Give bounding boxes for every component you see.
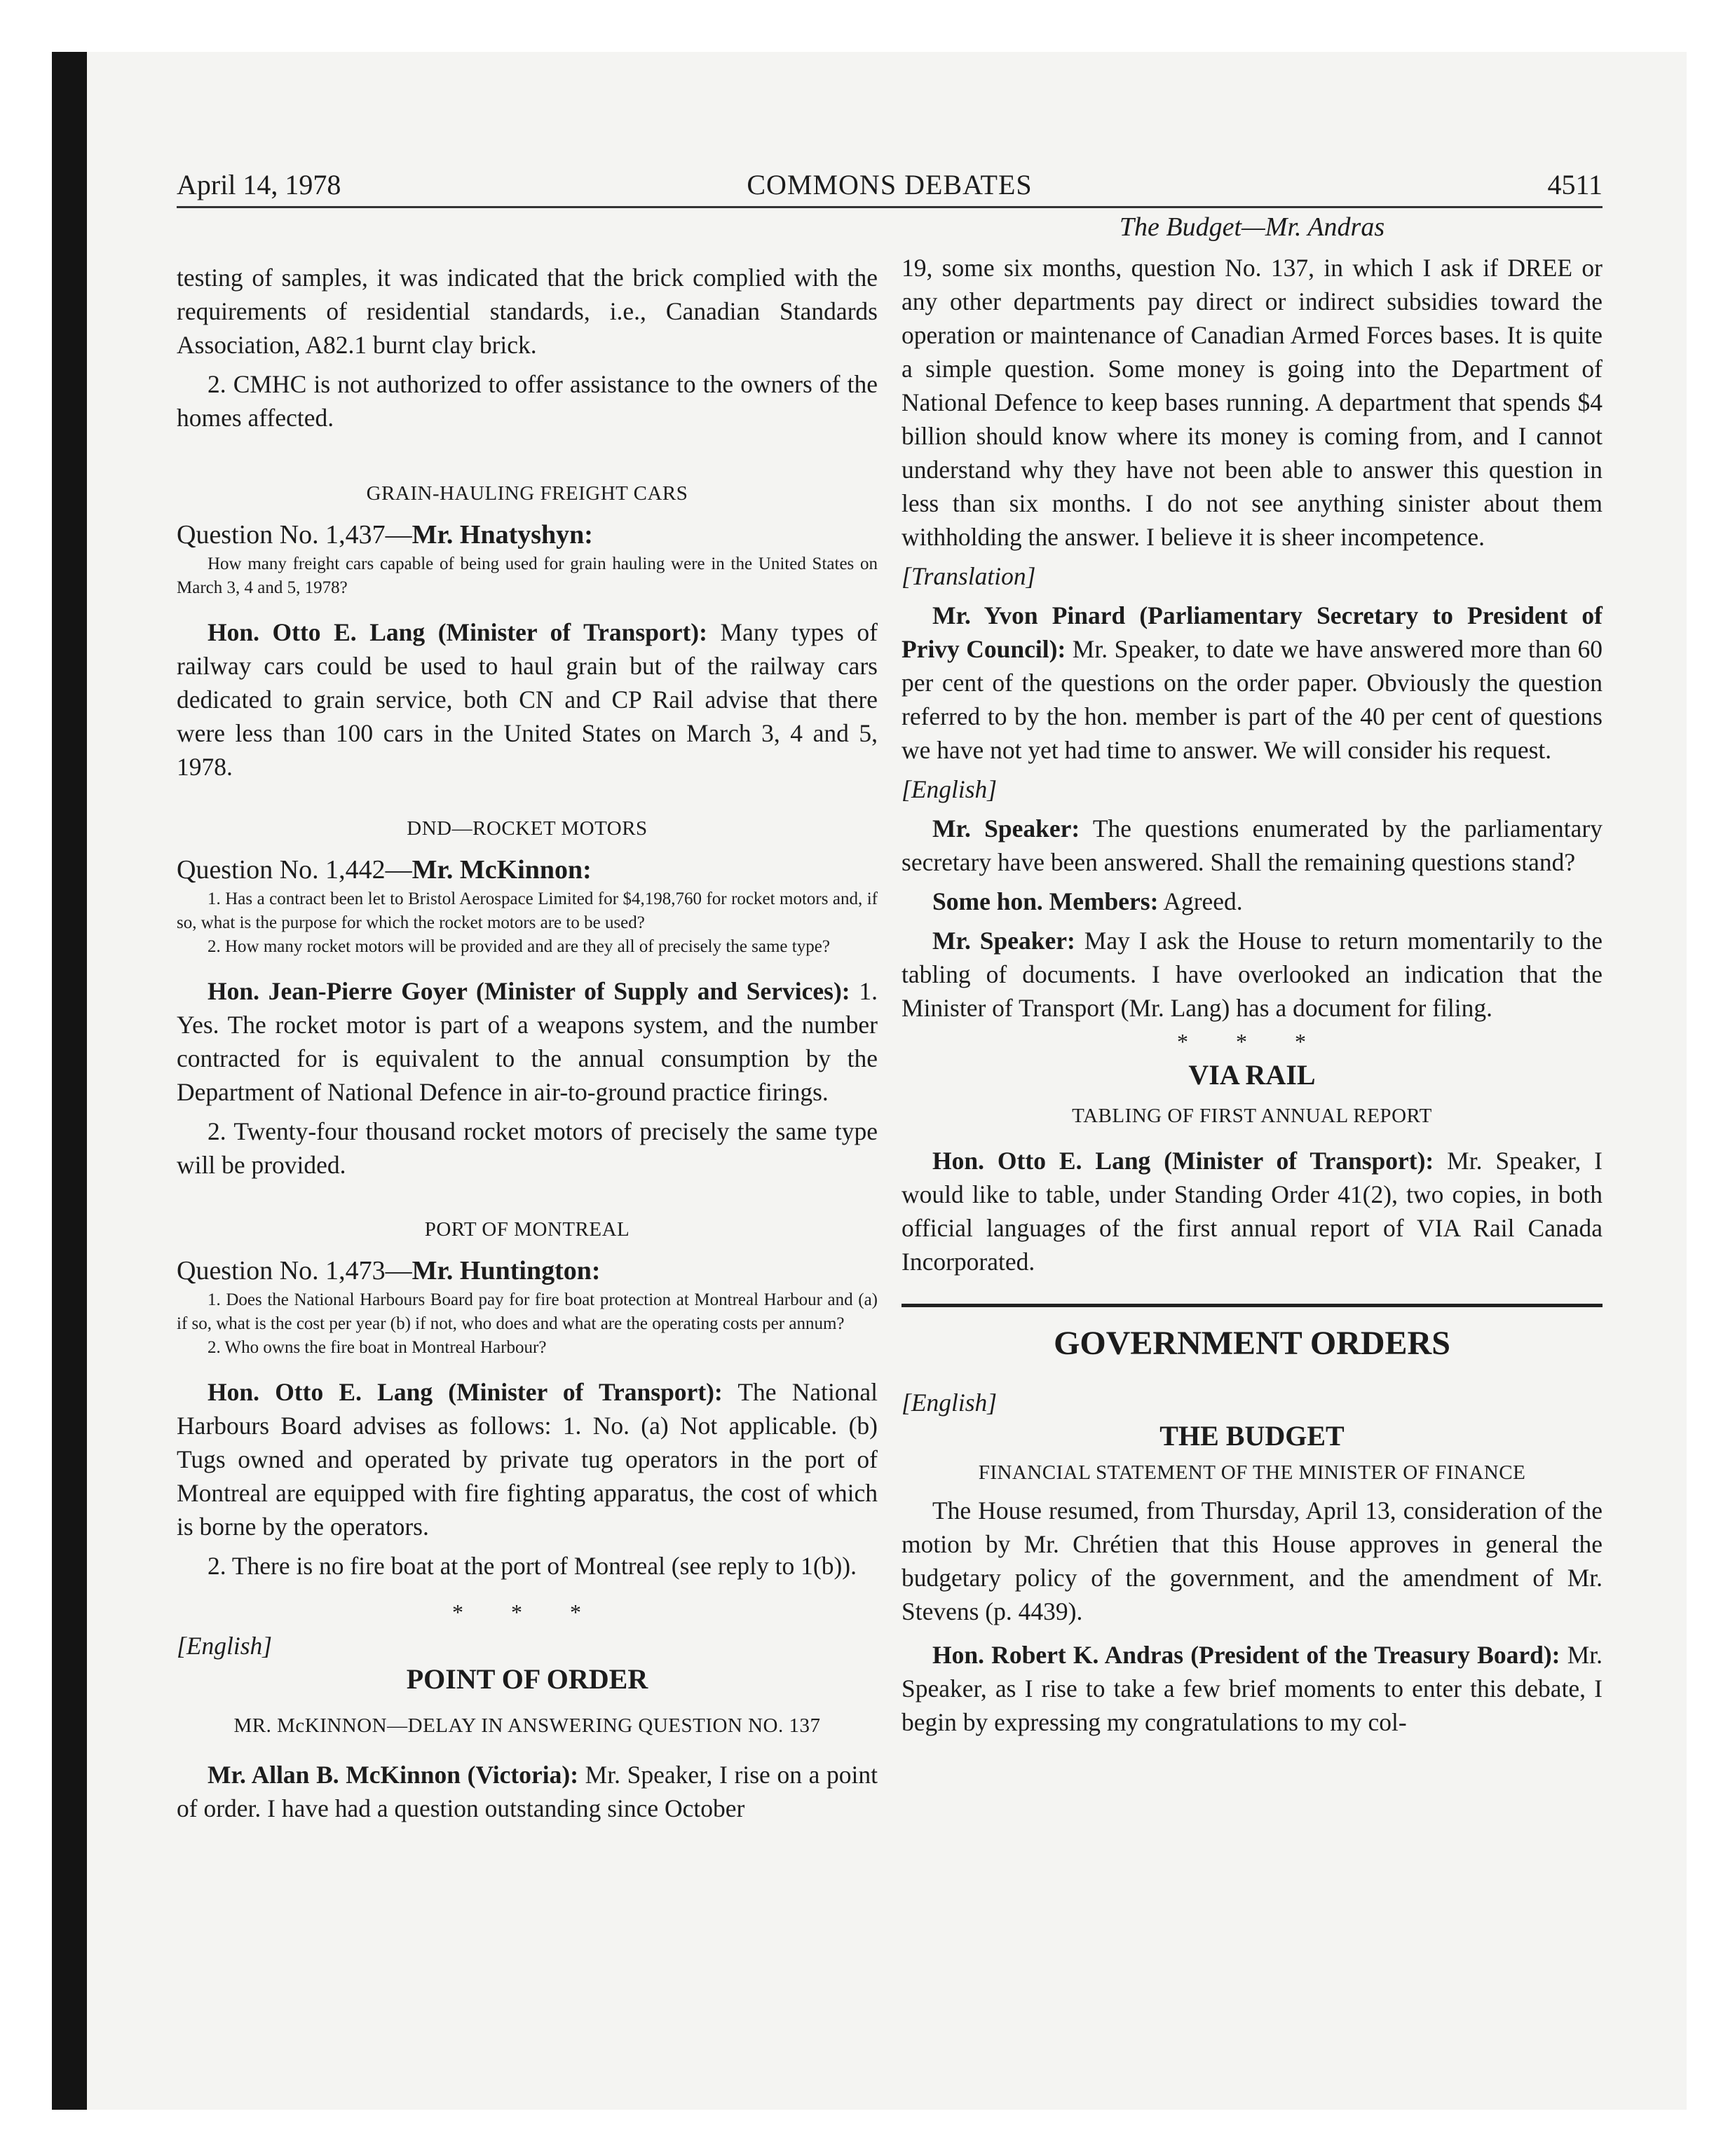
language-marker: [Translation] [901,562,1036,590]
header-title: COMMONS DEBATES [747,169,1033,200]
answer-text: 1. Yes. The rocket motor is part of a weapons system, and the number contracted for is equivalent to the annual consumption by the Department of National Defence in air-to-ground practice firings. [177,977,878,1106]
scan-binding-shadow [52,52,87,2110]
question-line [177,517,878,552]
paragraph: The House resumed, from Thursday, April 13, consideration of the motion by Mr. Chrétien that this House approves in general the budgetary policy of the government, and the amendment of Mr. Stevens (p. 4439). [901,1496,1603,1625]
answer-text: The National Harbours Board advises as follows: 1. No. (a) Not applicable. (b) Tugs owned and operated by private tug operators in the port of Montreal are equipped with fire fighting apparatus, the cost of which is borne by the operators. [177,1378,878,1541]
speech-paragraph [901,885,1603,918]
speaker-name: Hon. Robert K. Andras (President of the Treasury Board): [932,1641,1560,1669]
speech-paragraph [901,1638,1603,1739]
paragraph: 2. CMHC is not authorized to offer assistance to the owners of the homes affected. [177,370,878,432]
answer-paragraph [177,615,878,784]
question-line [177,852,878,887]
language-marker: [English] [901,775,998,803]
questioner-name: Mr. Huntington: [411,1256,601,1285]
speech-text: Mr. Speaker, I rise on a point of order. I have had a question outstanding since October [177,1761,878,1822]
speech-text: Mr. Speaker, to date we have answered more than 60 per cent of the questions on the order paper. Obviously the question referred to by the hon. member is part of the 40 per cent of questions we have not yet had time to answer. We will consider his request. [901,635,1603,764]
section-heading: PORT OF MONTREAL [424,1218,630,1241]
subsection-heading: MR. McKINNON—DELAY IN ANSWERING QUESTION NO. 137 [233,1714,821,1737]
question-text: 1. Does the National Harbours Board pay for fire boat protection at Montreal Harbour and (a) if so, what is the cost per year (b) if not, who does and what are the operating costs per annum? [177,1290,878,1333]
speaker-name: Hon. Jean-Pierre Goyer (Minister of Supply and Services): [207,977,850,1005]
section-heading: POINT OF ORDER [406,1663,648,1695]
speech-text: Agreed. [1158,887,1243,915]
speech-text: The questions enumerated by the parliamentary secretary have been answered. Shall the remaining questions stand? [901,814,1603,876]
speech-text: Mr. Speaker, I would like to table, under Standing Order 41(2), two copies, in both official languages of the first annual report of VIA Rail Canada Incorporated. [901,1147,1603,1276]
subsection-heading: FINANCIAL STATEMENT OF THE MINISTER OF FINANCE [978,1461,1526,1484]
speaker-name: Mr. Allan B. McKinnon (Victoria): [207,1761,579,1789]
running-head [177,167,1603,208]
section-heading: DND—ROCKET MOTORS [407,817,648,840]
language-marker: [English] [177,1632,273,1660]
speech-paragraph [901,1144,1603,1278]
questioner-name: Mr. Hnatyshyn: [411,520,593,550]
subsection-heading: TABLING OF FIRST ANNUAL REPORT [1072,1105,1432,1127]
speech-paragraph [901,924,1603,1025]
speech-text: May I ask the House to return momentarily to the tabling of documents. I have overlooked an indication that the Minister of Transport (Mr. Lang) has a document for filing. [901,927,1603,1022]
paragraph: testing of samples, it was indicated that the brick complied with the requirements of residential standards, i.e., Canadian Standards Association, A82.1 burnt clay brick. [177,264,878,359]
questioner-name: Mr. McKinnon: [411,855,592,885]
speaker-name: Some hon. Members: [932,887,1159,915]
language-marker: [English] [901,1389,998,1417]
speaker-name: Hon. Otto E. Lang (Minister of Transport): [207,1378,723,1406]
question-text: How many freight cars capable of being used for grain hauling were in the United States on March 3, 4 and 5, 1978? [177,554,878,597]
answer-paragraph [177,974,878,1109]
speaker-name: Hon. Otto E. Lang (Minister of Transport): [207,618,707,646]
speech-text: Mr. Speaker, as I rise to take a few brief moments to enter this debate, I begin by expressing my congratulations to my col- [901,1641,1603,1736]
speaker-name: Mr. Speaker: [932,927,1075,955]
section-heading: GRAIN-HAULING FREIGHT CARS [366,482,688,505]
speech-paragraph [901,599,1603,767]
section-heading: VIA RAIL [1188,1059,1316,1091]
header-page-number: 4511 [1547,169,1603,200]
right-column [901,210,1603,1739]
question-number: Question No. 1,473— [177,1256,412,1285]
speaker-name: Hon. Otto E. Lang (Minister of Transport): [932,1147,1434,1175]
speaker-name: Mr. Speaker: [932,814,1080,842]
part-heading: GOVERNMENT ORDERS [1054,1325,1450,1362]
question-number: Question No. 1,442— [177,855,412,885]
question-text: 2. How many rocket motors will be provided and are they all of precisely the same type? [207,937,830,956]
section-heading: THE BUDGET [1159,1420,1345,1452]
question-line [177,1253,878,1288]
answer-paragraph: 2. There is no fire boat at the port of Montreal (see reply to 1(b)). [207,1552,857,1580]
answer-text: Many types of railway cars could be used to haul grain but of the railway cars dedicated to grain service, both CN and CP Rail advise that there were less than 100 cars in the United States on March 3, 4 and 5, 1978. [177,618,878,781]
question-text: 1. Has a contract been let to Bristol Aerospace Limited for $4,198,760 for rocket motors and, if so, what is the purpose for which the rocket motors are to be used? [177,889,878,932]
question-number: Question No. 1,437— [177,520,412,550]
answer-paragraph: 2. Twenty-four thousand rocket motors of precisely the same type will be provided. [177,1117,878,1179]
left-column [177,210,878,1825]
section-break-stars: * * * [1177,1029,1327,1054]
speech-paragraph [901,812,1603,879]
section-break-stars: * * * [452,1599,602,1625]
speaker-name: Mr. Yvon Pinard (Parliamentary Secretary to President of Privy Council): [901,601,1603,663]
paragraph: 19, some six months, question No. 137, in which I ask if DREE or any other departments pay direct or indirect subsidies toward the operation or maintenance of Canadian Armed Forces bases. It is quite a simple question. Some money is going into the Department of National Defence to keep bases running. A department that spends $4 billion should know where its money is coming from, and I cannot understand why they have not been able to answer this question in less than six months. I do not see anything sinister about them withholding the answer. I believe it is sheer incompetence. [901,254,1603,551]
speech-paragraph [177,1758,878,1825]
question-text: 2. Who owns the fire boat in Montreal Harbour? [207,1338,547,1357]
column-running-head: The Budget—Mr. Andras [1119,212,1385,242]
answer-paragraph [177,1375,878,1543]
header-date: April 14, 1978 [177,169,341,200]
